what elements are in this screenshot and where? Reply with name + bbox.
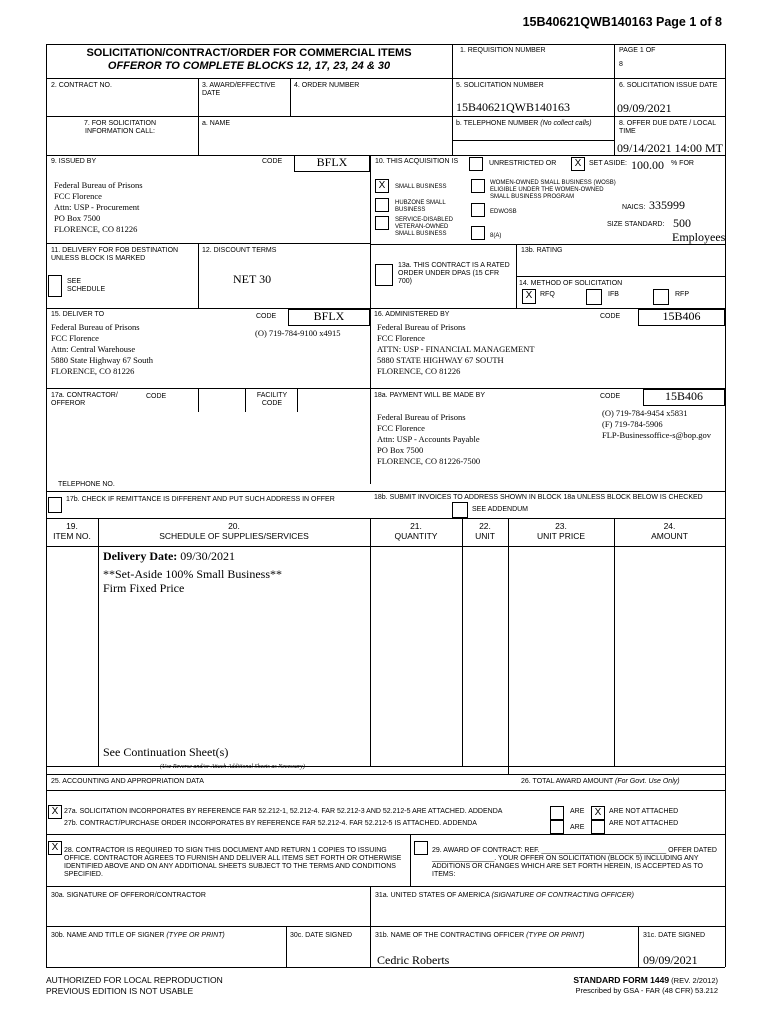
block30c-label: 30c. DATE SIGNED bbox=[290, 932, 353, 939]
block30b-label bbox=[51, 932, 225, 940]
eight-a-checkbox[interactable] bbox=[471, 226, 485, 240]
block27a-text: 27a. SOLICITATION INCORPORATES BY REFERENCE FAR 52.212-1, 52.212-4. FAR 52.212-3 AND 52.212-5 ARE ATTACHED. ADDENDA bbox=[64, 808, 503, 815]
block27b-are-checkbox[interactable] bbox=[550, 820, 564, 834]
footer-form: STANDARD FORM 1449 bbox=[573, 975, 670, 985]
block18a-code: 15B406 bbox=[664, 389, 703, 403]
block27b-are-label: ARE bbox=[570, 824, 585, 831]
small-business-checkbox[interactable] bbox=[375, 179, 389, 193]
footer-prescribed: Prescribed by GSA - FAR (48 CFR) 53.212 bbox=[575, 986, 718, 995]
block28-checkbox[interactable] bbox=[48, 841, 62, 855]
block27b-text: 27b. CONTRACT/PURCHASE ORDER INCORPORATES BY REFERENCE FAR 52.212-4. FAR 52.212-5 IS ATTACHED. ADDENDA bbox=[64, 820, 477, 827]
col23-num: 23. bbox=[555, 521, 567, 531]
ifb-label: IFB bbox=[608, 291, 619, 298]
block17a-facility-label: FACILITY CODE bbox=[256, 392, 288, 407]
page-header: 15B40621QWB140163 Page 1 of 8 bbox=[522, 15, 722, 29]
col19-label: ITEM NO. bbox=[53, 531, 91, 541]
block17b-label: 17b. CHECK IF REMITTANCE IS DIFFERENT AND PUT SUCH ADDRESS IN OFFER bbox=[66, 496, 335, 503]
block5-label: 5. SOLICITATION NUMBER bbox=[456, 82, 544, 89]
block25-label: 25. ACCOUNTING AND APPROPRIATION DATA bbox=[51, 778, 204, 785]
block18a-code-box bbox=[643, 389, 725, 406]
col23-header bbox=[508, 521, 614, 541]
rated-order-checkbox[interactable] bbox=[375, 264, 393, 286]
block31c-label: 31c. DATE SIGNED bbox=[643, 932, 706, 939]
col22-label: UNIT bbox=[475, 531, 495, 541]
wosb-checkbox[interactable] bbox=[471, 179, 485, 193]
block27a-are-not-checkbox[interactable] bbox=[591, 806, 605, 820]
rfp-checkbox[interactable] bbox=[653, 289, 669, 305]
block31a-label-text: 31a. UNITED STATES OF AMERICA bbox=[375, 892, 490, 899]
block31b-label bbox=[375, 932, 585, 940]
col24-header bbox=[614, 521, 725, 541]
block26-label-text: 26. TOTAL AWARD AMOUNT bbox=[521, 778, 614, 785]
sdvosb-checkbox[interactable] bbox=[375, 216, 389, 230]
unrestricted-checkbox[interactable] bbox=[469, 157, 483, 171]
block18a-label: 18a. PAYMENT WILL BE MADE BY bbox=[374, 392, 485, 399]
naics-label: NAICS: bbox=[622, 204, 646, 211]
see-schedule-checkbox[interactable] bbox=[48, 275, 62, 297]
contracting-officer-name: Cedric Roberts bbox=[377, 953, 450, 967]
rfp-label: RFP bbox=[675, 291, 689, 298]
block9-label: 9. ISSUED BY bbox=[51, 158, 97, 165]
block1-label: 1. REQUISITION NUMBER bbox=[460, 47, 546, 54]
col20-header bbox=[98, 521, 370, 541]
block13b-label: 13b. RATING bbox=[521, 247, 563, 254]
set-aside-checkbox[interactable] bbox=[571, 157, 585, 171]
reverse-note: (Use Reverse and/or Attach Additional Sheets as Necessary) bbox=[160, 764, 305, 770]
block29-checkbox[interactable] bbox=[414, 841, 428, 855]
col20-num: 20. bbox=[228, 521, 240, 531]
block18a-address: Federal Bureau of Prisons FCC Florence Attn: USP - Accounts Payable PO Box 7500 FLORENCE, CO 81226-7500 bbox=[377, 412, 481, 466]
block7-label: 7. FOR SOLICITATION INFORMATION CALL: bbox=[83, 120, 157, 135]
percent-for-label: % FOR bbox=[671, 160, 694, 167]
block27b-are-not-label: ARE NOT ATTACHED bbox=[609, 820, 679, 827]
block31a-note: (SIGNATURE OF CONTRACTING OFFICER) bbox=[491, 892, 634, 899]
col19-num: 19. bbox=[66, 521, 78, 531]
block15-code-box bbox=[288, 309, 370, 326]
block14-label: 14. METHOD OF SOLICITATION bbox=[519, 280, 623, 287]
size-standard-value: 500 bbox=[673, 216, 691, 230]
footer-reproduction: AUTHORIZED FOR LOCAL REPRODUCTION bbox=[46, 975, 223, 985]
block10-label: 10. THIS ACQUISITION IS bbox=[375, 158, 459, 165]
form-title-line1: SOLICITATION/CONTRACT/ORDER FOR COMMERCIAL ITEMS bbox=[86, 47, 412, 59]
col21-header bbox=[370, 521, 462, 541]
see-addendum-checkbox[interactable] bbox=[452, 502, 468, 518]
wosb-label: WOMEN-OWNED SMALL BUSINESS (WOSB) ELIGIBLE UNDER THE WOMEN-OWNED SMALL BUSINESS PROGRAM bbox=[490, 180, 616, 200]
unrestricted-label: UNRESTRICTED OR bbox=[489, 160, 557, 167]
delivery-date-value: 09/30/2021 bbox=[180, 549, 235, 563]
rfq-label: RFQ bbox=[540, 291, 555, 298]
footer-left bbox=[46, 975, 223, 997]
footer-rev: (REV. 2/2012) bbox=[671, 976, 718, 985]
see-addendum-label: SEE ADDENDUM bbox=[472, 506, 529, 513]
block6-label: 6. SOLICITATION ISSUE DATE bbox=[619, 82, 718, 89]
block18b-label: 18b. SUBMIT INVOICES TO ADDRESS SHOWN IN BLOCK 18a UNLESS BLOCK BELOW IS CHECKED bbox=[374, 494, 703, 501]
sdvosb-label: SERVICE-DISABLED VETERAN-OWNED SMALL BUSINESS bbox=[395, 217, 453, 237]
block31b-note: (TYPE OR PRINT) bbox=[526, 932, 585, 939]
block12-label: 12. DISCOUNT TERMS bbox=[202, 247, 277, 254]
set-aside-label: SET ASIDE: bbox=[589, 160, 627, 167]
block27a-are-not-label: ARE NOT ATTACHED bbox=[609, 808, 679, 815]
col24-label: AMOUNT bbox=[651, 531, 688, 541]
col24-num: 24. bbox=[663, 521, 676, 531]
block15-address: Federal Bureau of Prisons FCC Florence Attn: Central Warehouse 5880 State Highway 67 South FLORENCE, CO 81226 bbox=[51, 322, 153, 376]
rfq-mark: X bbox=[525, 290, 533, 301]
block7-phone-note: (No collect calls) bbox=[540, 120, 592, 127]
see-schedule-label: SEE SCHEDULE bbox=[67, 278, 106, 293]
block27a-mark: X bbox=[51, 806, 59, 817]
form-title bbox=[46, 47, 452, 73]
small-business-mark: X bbox=[378, 180, 386, 191]
block30b-note: (TYPE OR PRINT) bbox=[166, 932, 225, 939]
col22-header bbox=[462, 521, 508, 541]
block9-address: Federal Bureau of Prisons FCC Florence Attn: USP - Procurement PO Box 7500 FLORENCE, CO 81226 bbox=[54, 180, 143, 234]
block31b-label-text: 31b. NAME OF THE CONTRACTING OFFICER bbox=[375, 932, 525, 939]
col20-label: SCHEDULE OF SUPPLIES/SERVICES bbox=[159, 531, 309, 541]
block28-text: 28. CONTRACTOR IS REQUIRED TO SIGN THIS DOCUMENT AND RETURN 1 COPIES TO ISSUING OFFICE. CONTRACTOR AGREES TO FURNISH AND DELIVER ALL ITEMS SET FORTH OR OTHERWISE IDENTIFIED ABOVE AND ON ANY ADDITIONAL SHEETS SUBJECT TO THE TERMS AND CONDITIONS SPECIFIED. bbox=[64, 847, 402, 878]
block31a-label bbox=[375, 892, 634, 900]
block30b-label-text: 30b. NAME AND TITLE OF SIGNER bbox=[51, 932, 165, 939]
small-business-label: SMALL BUSINESS bbox=[395, 184, 447, 190]
set-aside-value: 100.00 bbox=[631, 158, 664, 172]
block17a-code-label: CODE bbox=[146, 393, 167, 400]
set-aside-mark: X bbox=[574, 158, 582, 169]
block8-value: 09/14/2021 14:00 MT bbox=[617, 141, 724, 155]
block18a-contact: (O) 719-784-9454 x5831 (F) 719-784-5906 FLP-Businessoffice-s@bop.gov bbox=[602, 408, 711, 440]
page-of-value: 8 bbox=[619, 61, 623, 68]
footer-previous-edition: PREVIOUS EDITION IS NOT USABLE bbox=[46, 986, 194, 996]
block28-mark: X bbox=[51, 842, 59, 853]
rfq-checkbox[interactable] bbox=[522, 289, 536, 304]
ifb-checkbox[interactable] bbox=[586, 289, 602, 305]
telephone-label: TELEPHONE NO. bbox=[58, 481, 115, 488]
delivery-date-label: Delivery Date: bbox=[103, 549, 178, 563]
col21-label: QUANTITY bbox=[394, 531, 438, 541]
block16-code-label: CODE bbox=[600, 313, 621, 320]
col19-header bbox=[46, 521, 98, 541]
block11-label: 11. DELIVERY FOR FOB DESTINATION UNLESS BLOCK IS MARKED bbox=[51, 247, 179, 262]
block15-phone: (O) 719-784-9100 x4915 bbox=[255, 328, 341, 338]
block27b-are-not-checkbox[interactable] bbox=[591, 820, 605, 834]
footer-right bbox=[573, 975, 718, 996]
block18a-code-label: CODE bbox=[600, 393, 621, 400]
pricing-note: Firm Fixed Price bbox=[103, 581, 185, 595]
block30a-label: 30a. SIGNATURE OF OFFEROR/CONTRACTOR bbox=[51, 892, 206, 899]
block3-label: 3. AWARD/EFFECTIVE DATE bbox=[202, 82, 276, 97]
block15-code: BFLX bbox=[313, 309, 345, 323]
delivery-date-line bbox=[103, 549, 235, 564]
block16-code: 15B406 bbox=[662, 309, 701, 323]
block16-address: Federal Bureau of Prisons FCC Florence ATTN: USP - FINANCIAL MANAGEMENT 5880 STATE HIGHWAY 67 SOUTH FLORENCE, CO 81226 bbox=[377, 322, 535, 376]
set-aside-note: **Set-Aside 100% Small Business** bbox=[103, 567, 282, 581]
block31c-value: 09/09/2021 bbox=[643, 953, 698, 967]
block16-label: 16. ADMINISTERED BY bbox=[374, 311, 450, 318]
footer-form-line bbox=[573, 975, 718, 986]
col22-num: 22. bbox=[479, 521, 491, 531]
block6-value: 09/09/2021 bbox=[617, 101, 672, 115]
hubzone-label: HUBZONE SMALL BUSINESS bbox=[395, 200, 446, 213]
block8-label: 8. OFFER DUE DATE / LOCAL TIME bbox=[619, 120, 716, 135]
continuation-note: See Continuation Sheet(s) bbox=[103, 745, 229, 759]
block15-code-label: CODE bbox=[256, 313, 277, 320]
eight-a-label: 8(A) bbox=[490, 233, 502, 239]
size-standard-label: SIZE STANDARD: bbox=[607, 221, 665, 228]
col23-label: UNIT PRICE bbox=[536, 531, 586, 541]
block9-code: BFLX bbox=[316, 155, 348, 169]
block26-label bbox=[521, 778, 680, 786]
form-title-line2: OFFEROR TO COMPLETE BLOCKS 12, 17, 23, 24 & 30 bbox=[107, 60, 391, 72]
block26-note: (For Govt. Use Only) bbox=[615, 778, 680, 785]
size-standard-unit: Employees bbox=[672, 230, 726, 244]
block7-name-label: a. NAME bbox=[202, 120, 231, 127]
block13a-label: 13a. THIS CONTRACT IS A RATED ORDER UNDER DPAS (15 CFR 700) bbox=[398, 262, 510, 285]
block2-label: 2. CONTRACT NO. bbox=[51, 82, 112, 89]
block27a-checkbox[interactable] bbox=[48, 805, 62, 819]
block27a-are-not-mark: X bbox=[594, 807, 602, 818]
edwosb-checkbox[interactable] bbox=[471, 203, 485, 217]
block17a-label: 17a. CONTRACTOR/ OFFEROR bbox=[51, 392, 118, 407]
page-of-label: PAGE 1 OF bbox=[619, 47, 656, 54]
remittance-checkbox[interactable] bbox=[48, 497, 62, 513]
block12-value: NET 30 bbox=[233, 272, 272, 286]
naics-value: 335999 bbox=[649, 198, 685, 212]
block27a-are-checkbox[interactable] bbox=[550, 806, 564, 820]
edwosb-label: EDWOSB bbox=[490, 209, 517, 215]
block9-code-box bbox=[294, 155, 370, 172]
block29-text: 29. AWARD OF CONTRACT: REF. ________________________________ OFFER DATED ________________. YOUR OFFER ON SOLICITATION (BLOCK 5) INCLUDING ANY ADDITIONS OR CHANGES WHICH ARE SET FORTH HEREIN, IS ACCEPTED AS TO ITEMS: bbox=[432, 847, 717, 878]
block7-phone-label bbox=[456, 120, 592, 128]
block15-label: 15. DELIVER TO bbox=[51, 311, 105, 318]
block5-value: 15B40621QWB140163 bbox=[456, 100, 570, 114]
block27a-are-label: ARE bbox=[570, 808, 585, 815]
block7-phone-label-text: b. TELEPHONE NUMBER bbox=[456, 120, 539, 127]
block16-code-box bbox=[638, 309, 725, 326]
block4-label: 4. ORDER NUMBER bbox=[294, 82, 360, 89]
col21-num: 21. bbox=[410, 521, 422, 531]
hubzone-checkbox[interactable] bbox=[375, 198, 389, 212]
block9-code-label: CODE bbox=[262, 158, 283, 165]
